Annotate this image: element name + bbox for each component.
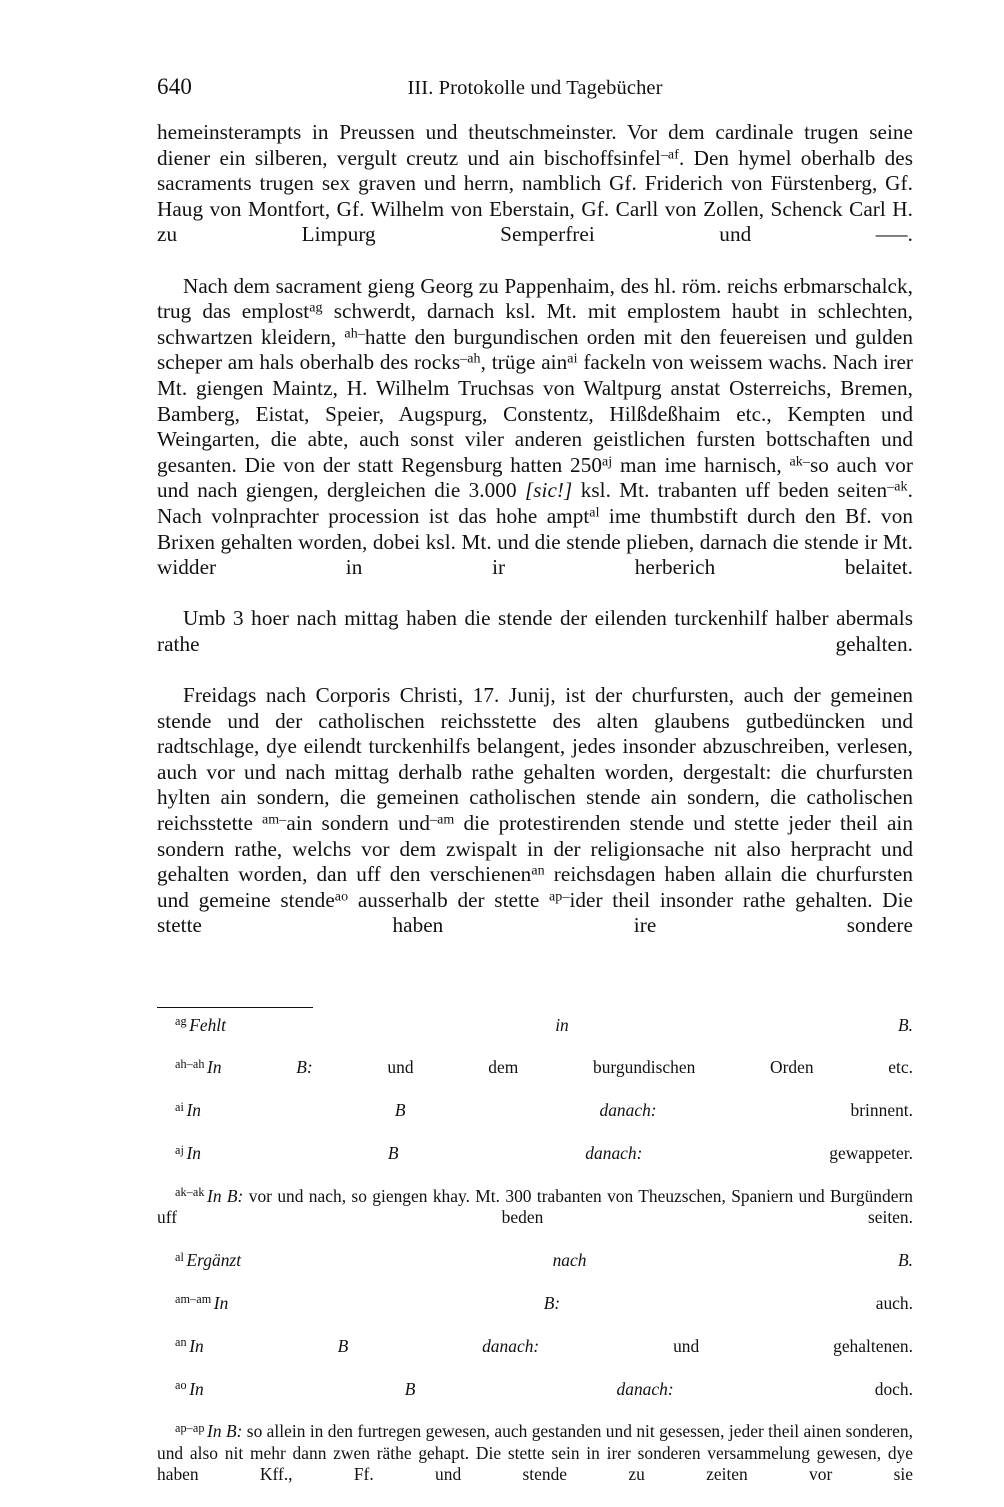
footnote-item [157, 1100, 913, 1143]
footnote-text: doch. [673, 1378, 913, 1399]
footnote-source-sigil: In B danach: [186, 1100, 657, 1121]
footnote-text: gewappeter. [642, 1143, 913, 1164]
text-run: , trüge ain [480, 350, 568, 375]
page-content-area [157, 0, 913, 1507]
text-run: schwerdt, darnach ksl. Mt. mit emplostem haubt in schlechten, schwartzen kleidern, [157, 299, 914, 349]
footnote-marker[interactable]: aj [175, 1142, 184, 1157]
footnote-text: auch. [560, 1292, 913, 1313]
footnote-reference-marker[interactable]: –ak [887, 479, 908, 495]
text-run: . Nach volnprachter procession ist das hohe ampt [157, 478, 914, 528]
text-run: die protestirenden stende und stette jeder theil ain sondern rathe, welchs vor dem zwispalt in der religionsache nit also herpracht und gehalten worden, dan uff den verschienen [157, 811, 913, 887]
footnote-marker[interactable]: ap–ap [175, 1420, 205, 1435]
text-run: ime thumbstift durch den Bf. von Brixen gehalten worden, dobei ksl. Mt. und die stende plieben, darnach die stende ir Mt. widder in ir herberich belaitet. [157, 503, 913, 580]
footnote-reference-marker[interactable]: am– [262, 812, 287, 828]
text-run: so auch vor und nach giengen, dergleichen die 3.000 [157, 452, 913, 503]
text-run: ider theil insonder rathe gehalten. Die stette haben ire sondere [157, 887, 914, 938]
footnote-reference-marker[interactable]: –ah [460, 351, 481, 367]
page-number: 640 [157, 74, 193, 99]
footnote-text: und gehaltenen. [539, 1335, 913, 1356]
text-run: Umb 3 hoer nach mittag haben die stende der eilenden turckenhilf halber abermals rathe gehalten. [157, 606, 913, 656]
text-run: hemeinsterampts in Preussen und theutschmeinster. Vor dem cardinale trugen seine diener ein silberen, vergult creutz und ain bischoffsinfel [157, 120, 913, 170]
footnote-reference-marker[interactable]: al [589, 505, 600, 521]
text-run: ain sondern und [286, 811, 430, 836]
main-text-block [157, 120, 913, 965]
running-head [157, 74, 913, 120]
text-run: Freidags nach Corporis Christi, 17. Junij, ist der churfursten, auch der gemeinen stende und der catholischen reichsstette des alten glaubens gutbedüncken und radtschlage, dye eilendt turckenhilfs belangent, jedes insonder abzuschreiben, verlesen, auch vor und nach mittag derhalb rathe gehalten worden, dergestalt: die churfursten hylten ain sondern, die gemeinen catholischen stende ain sondern, die catholischen reichsstette [157, 683, 913, 836]
footnote-source-sigil: Ergänzt nach B. [186, 1250, 913, 1271]
footnote-source-sigil: In B: [207, 1421, 243, 1442]
text-run: fackeln von weissem wachs. Nach irer Mt. giengen Maintz, H. Wilhelm Truchsas von Waltpurg anstat Osterreichs, Bremen, Bamberg, Eistat, Speier, Augspurg, Constentz, Hilßdeßhaim etc., Kempten und Weingarten, die abte, auch sonst viler anderen geistlichen fursten bottschaften und gesanten. Die von der statt Regensburg hatten 250 [157, 350, 913, 477]
footnote-item [157, 1057, 913, 1100]
footnote-reference-marker[interactable]: –am [429, 812, 455, 828]
footnote-reference-marker[interactable]: ag [309, 300, 323, 316]
footnote-source-sigil: In B: [207, 1185, 244, 1206]
footnote-marker[interactable]: ao [175, 1378, 187, 1393]
footnote-item [157, 1143, 913, 1186]
footnote-source-sigil: In B danach: [189, 1378, 674, 1399]
footnote-item [157, 1015, 913, 1058]
footnote-item [157, 1293, 913, 1336]
footnote-text: vor und nach, so giengen khay. Mt. 300 trabanten von Theuzschen, Spaniern und Burgündern uff beden seiten. [157, 1185, 913, 1228]
text-run: man ime harnisch, [612, 452, 790, 477]
footnote-marker[interactable]: am–am [175, 1292, 212, 1307]
footnote-reference-marker[interactable]: –af [660, 147, 679, 163]
footnote-text: und dem burgundischen Orden etc. [312, 1057, 913, 1078]
footnote-apparatus [157, 1007, 913, 1507]
editorial-sic-note: [sic!] [524, 478, 573, 503]
footnote-source-sigil: Fehlt in B. [189, 1014, 913, 1035]
footnote-source-sigil: In B: [213, 1292, 561, 1313]
body-paragraph [157, 683, 913, 965]
footnote-separator-rule [157, 1007, 313, 1008]
footnote-marker[interactable]: ag [175, 1014, 187, 1029]
footnote-item [157, 1379, 913, 1422]
text-run: hatte den burgundischen orden mit den feuereisen und gulden scheper am hals oberhalb des rocks [157, 324, 913, 375]
body-paragraph [157, 274, 913, 607]
text-run: Nach dem sacrament gieng Georg zu Pappenhaim, des hl. röm. reichs erbmarschalck, trug das emplost [157, 273, 913, 324]
footnote-source-sigil: In B danach: [189, 1335, 540, 1356]
footnote-source-sigil: In B: [207, 1057, 313, 1078]
footnote-reference-marker[interactable]: ap– [548, 889, 570, 905]
footnote-list [157, 1015, 913, 1507]
footnote-marker[interactable]: al [175, 1249, 184, 1264]
footnote-item [157, 1186, 913, 1250]
body-paragraph [157, 120, 913, 274]
footnote-reference-marker[interactable]: an [531, 863, 545, 879]
footnote-marker[interactable]: ak–ak [175, 1185, 205, 1200]
running-head-title: III. Protokolle und Tagebücher [407, 77, 663, 99]
text-run: reichsdagen haben allain die churfursten und gemeine stende [157, 862, 913, 912]
footnote-marker[interactable]: an [175, 1335, 187, 1350]
footnote-item [157, 1421, 913, 1507]
footnote-text: so allein in den furtregen gewesen, auch gestanden und nit gesessen, jeder theil ainen sonderen, und also nit mehr dann zwen räthe gehapt. Die stette sein in irer sonderen versammelung gewesen, dye haben Kff., Ff. und stende zu zeiten vor sie [157, 1421, 913, 1485]
footnote-marker[interactable]: ai [175, 1099, 184, 1114]
footnote-item [157, 1250, 913, 1293]
text-run: ksl. Mt. trabanten uff beden seiten [572, 478, 888, 503]
body-paragraph [157, 606, 913, 683]
footnote-reference-marker[interactable]: ak– [789, 454, 810, 470]
text-run: . Den hymel oberhalb des sacraments trugen sex graven und herrn, namblich Gf. Friderich von Fürstenberg, Gf. Haug von Montfort, Gf. Wilhelm von Eberstain, Gf. Carll von Zollen, Schenck Carl H. zu Limpurg Semperfrei und –––. [157, 145, 914, 247]
footnote-text: brinnent. [656, 1100, 914, 1121]
footnote-item [157, 1336, 913, 1379]
footnote-reference-marker[interactable]: ai [567, 351, 578, 367]
footnote-marker[interactable]: ah–ah [175, 1056, 205, 1071]
footnote-reference-marker[interactable]: ao [334, 889, 349, 905]
footnote-source-sigil: In B danach: [186, 1143, 643, 1164]
text-run: ausserhalb der stette [348, 887, 549, 912]
footnote-reference-marker[interactable]: aj [602, 454, 613, 470]
footnote-reference-marker[interactable]: ah– [344, 326, 365, 342]
